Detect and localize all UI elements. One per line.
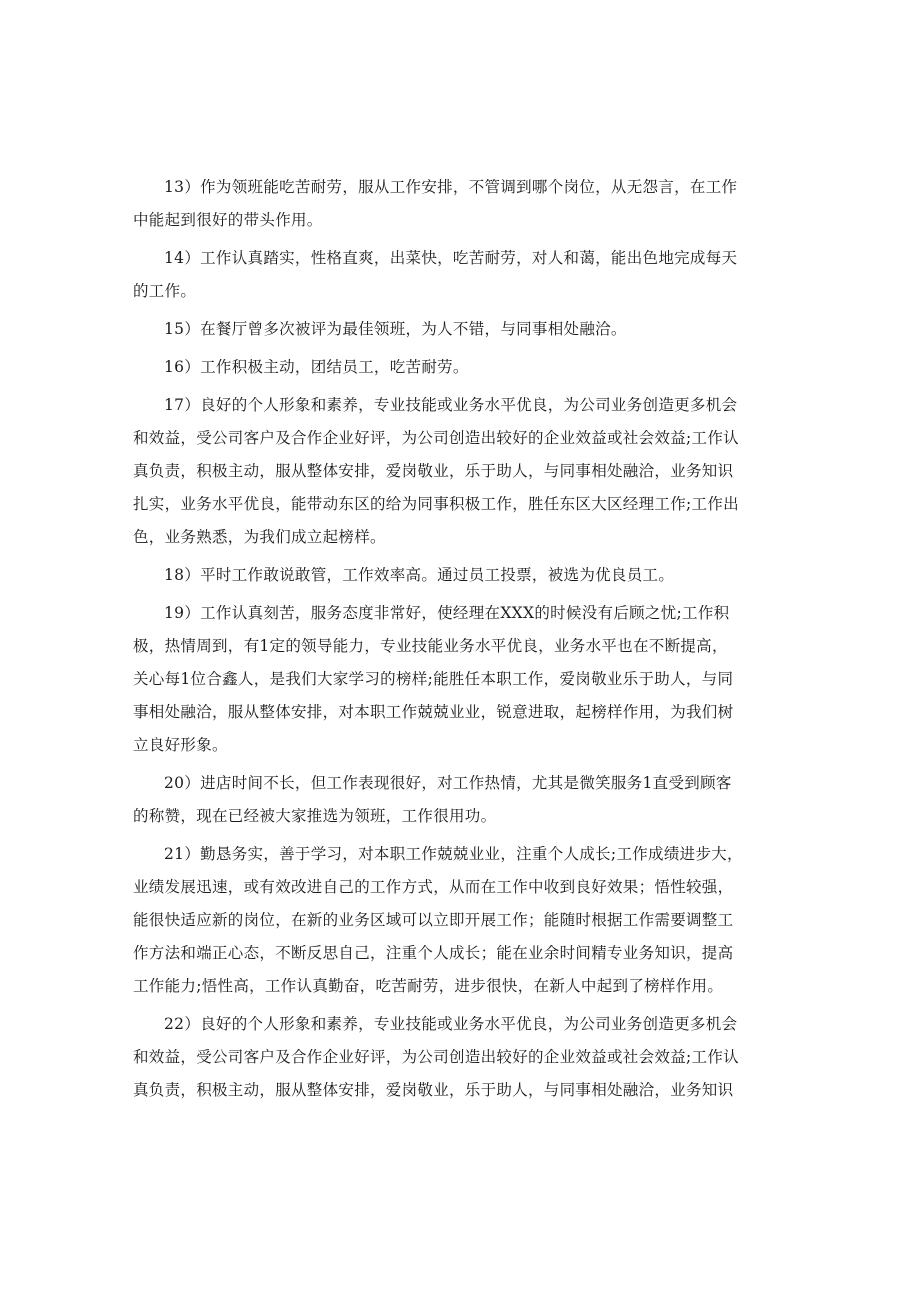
text-line: 17）良好的个人形象和素养，专业技能或业务水平优良，为公司业务创造更多机会	[164, 396, 738, 414]
text-line: 和效益，受公司客户及合作企业好评，为公司创造出较好的企业效益或社会效益;工作认	[133, 1048, 739, 1066]
text-line: 真负责，积极主动，服从整体安排，爱岗敬业，乐于助人，与同事相处融洽，业务知识	[133, 1081, 734, 1099]
text-line: 和效益，受公司客户及合作企业好评，为公司创造出较好的企业效益或社会效益;工作认	[133, 429, 739, 447]
text-line: 事相处融洽，服从整体安排，对本职工作兢兢业业，锐意进取，起榜样作用，为我们树	[133, 703, 734, 721]
text-line: 真负责，积极主动，服从整体安排，爱岗敬业，乐于助人，与同事相处融洽，业务知识	[133, 462, 734, 480]
text-line: 21）勤恳务实，善于学习，对本职工作兢兢业业，注重个人成长;工作成绩进步大，	[164, 845, 743, 863]
text-line: 14）工作认真踏实，性格直爽，出菜快，吃苦耐劳，对人和蔼，能出色地完成每天	[164, 249, 738, 267]
paragraph-19	[133, 597, 795, 762]
text-line: 19）工作认真刻苦，服务态度非常好，使经理在XXX的时候没有后顾之忧;工作积	[164, 604, 730, 622]
paragraph-17	[133, 389, 795, 554]
text-line: 18）平时工作敢说敢管，工作效率高。通过员工投票，被选为优良员工。	[164, 566, 675, 584]
text-line: 中能起到很好的带头作用。	[133, 211, 323, 229]
text-line: 的称赞，现在已经被大家推选为领班，工作很用功。	[133, 807, 497, 825]
text-line: 的工作。	[133, 282, 197, 300]
document-body	[133, 171, 795, 1112]
text-line: 作方法和端正心态，不断反思自己，注重个人成长；能在业余时间精专业务知识，提高	[133, 944, 734, 962]
text-line: 22）良好的个人形象和素养，专业技能或业务水平优良，为公司业务创造更多机会	[164, 1015, 738, 1033]
text-line: 关心每1位合鑫人，是我们大家学习的榜样;能胜任本职工作，爱岗敬业乐于助人，与同	[133, 670, 734, 688]
text-line: 13）作为领班能吃苦耐劳，服从工作安排，不管调到哪个岗位，从无怨言，在工作	[164, 178, 738, 196]
text-line: 工作能力;悟性高，工作认真勤奋，吃苦耐劳，进步很快，在新人中起到了榜样作用。	[133, 977, 724, 995]
paragraph-15	[133, 313, 795, 346]
text-line: 能很快适应新的岗位，在新的业务区域可以立即开展工作；能随时根据工作需要调整工	[133, 911, 734, 929]
text-line: 立良好形象。	[133, 736, 228, 754]
paragraph-20	[133, 767, 795, 833]
text-line: 极，热情周到，有1定的领导能力，专业技能业务水平优良，业务水平也在不断提高，	[133, 637, 728, 655]
paragraph-21	[133, 838, 795, 1003]
text-line: 业绩发展迅速，或有效改进自己的工作方式，从而在工作中收到良好效果；悟性较强，	[133, 878, 734, 896]
paragraph-22	[133, 1008, 795, 1107]
paragraph-16	[133, 351, 795, 384]
paragraph-18	[133, 559, 795, 592]
text-line: 16）工作积极主动，团结员工，吃苦耐劳。	[164, 358, 469, 376]
text-line: 15）在餐厅曾多次被评为最佳领班，为人不错，与同事相处融洽。	[164, 320, 627, 338]
text-line: 扎实，业务水平优良，能带动东区的给为同事积极工作，胜任东区大区经理工作;工作出	[133, 495, 739, 513]
text-line: 20）进店时间不长，但工作表现很好，对工作热情，尤其是微笑服务1直受到顾客	[164, 774, 732, 792]
paragraph-13	[133, 171, 795, 237]
text-line: 色，业务熟悉，为我们成立起榜样。	[133, 528, 386, 546]
paragraph-14	[133, 242, 795, 308]
